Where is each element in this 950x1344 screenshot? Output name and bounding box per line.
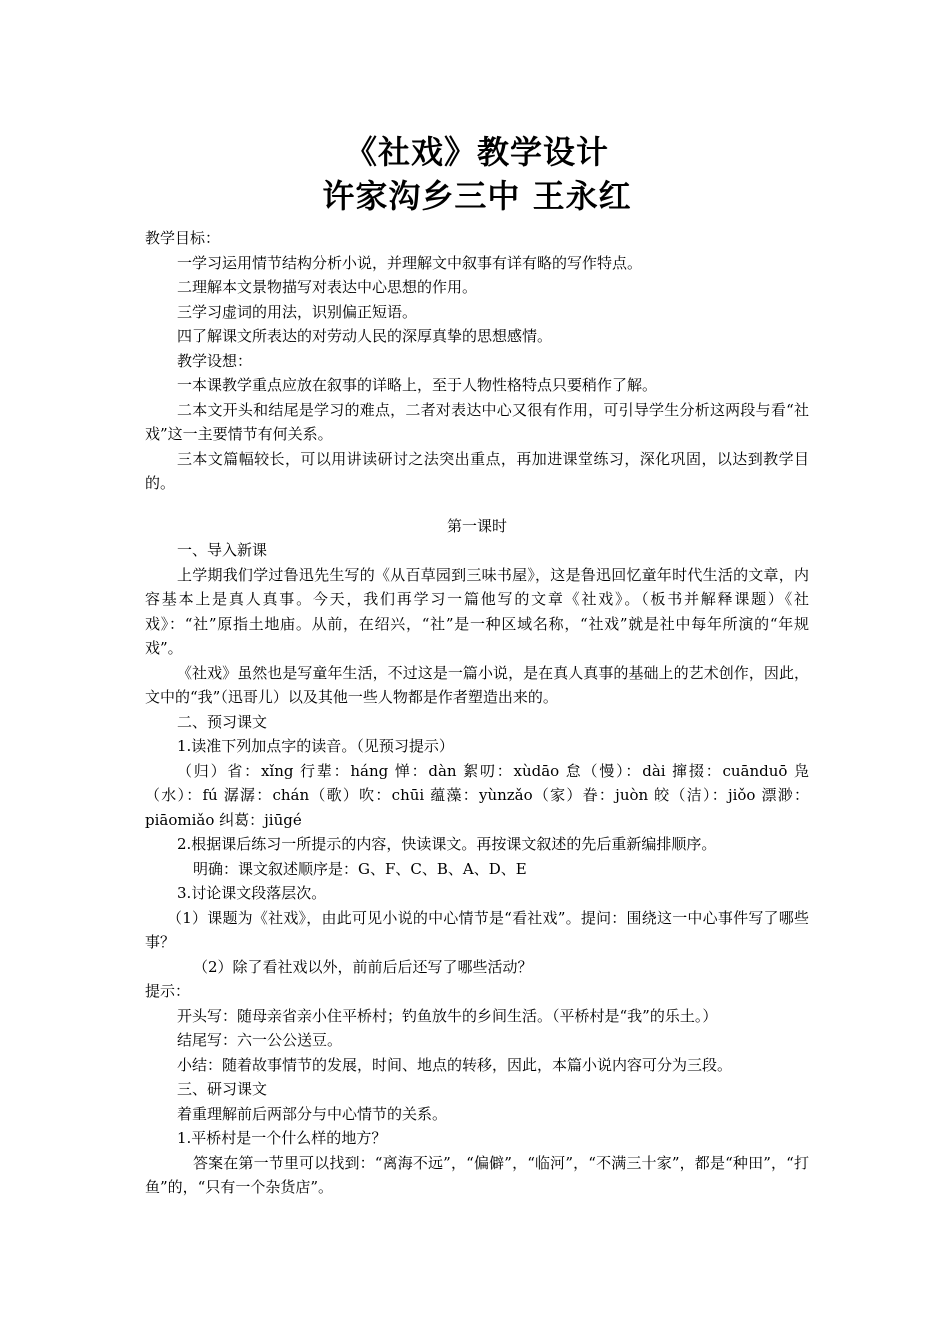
paragraph: 明确：课文叙述顺序是：G、F、C、B、A、D、E (193, 859, 527, 878)
paragraph: （1）课题为《社戏》，由此可见小说的中心情节是“看社戏”。提问：围绕这一中心事件写了哪些事？ (145, 908, 809, 951)
paragraph: 一本课教学重点应放在叙事的详略上，至于人物性格特点只要稍作了解。 (177, 376, 658, 394)
pinyin-list: （归）省：xǐng 行辈：háng 惮：dàn 絮叨：xùdāo 怠（慢）：dài 撺掇：cuānduō 凫（水）：fú 潺潺：chán（歌）吹：chūi 蕴藻：yùnzǎo（家）眷：juòn 皎（洁）：jiǒo 漂渺：piāomiǎo 纠葛：jiūgé (145, 761, 809, 829)
paragraph: 答案在第一节里可以找到：“离海不远”，“偏僻”，“临河”，“不满三十家”，都是“种田”，“打鱼”的，“只有一个杂货店”。 (145, 1153, 809, 1196)
paragraph: 结尾写：六一公公送豆。 (177, 1031, 343, 1049)
paragraph: 上学期我们学过鲁迅先生写的《从百草园到三味书屋》，这是鲁迅回忆童年时代生活的文章，内容基本上是真人真事。今天，我们再学习一篇他写的文章《社戏》。（板书并解释课题）《社戏》：“社”原指土地庙。从前，在绍兴，“社”是一种区域名称，“社戏”就是社中每年所演的“年规戏”。 (145, 565, 809, 657)
section-heading: 一、导入新课 (177, 541, 268, 559)
paragraph: 二理解本文景物描写对表达中心思想的作用。 (177, 278, 478, 296)
paragraph: 三本文篇幅较长，可以用讲读研讨之法突出重点，再加进课堂练习，深化巩固，以达到教学目的。 (145, 449, 809, 492)
paragraph: 3.讨论课文段落层次。 (177, 884, 327, 902)
section-heading: 二、预习课文 (177, 712, 268, 731)
paragraph: 1.平桥村是一个什么样的地方？ (177, 1129, 387, 1147)
section-heading: 三、研习课文 (177, 1080, 268, 1098)
paragraph: 1.读准下列加点字的读音。（见预习提示） (177, 737, 454, 755)
document-page (145, 130, 809, 1200)
paragraph: （2）除了看社戏以外，前前后后还写了哪些活动？ (193, 957, 533, 976)
paragraph: 2.根据课后练习一所提示的内容，快读课文。再按课文叙述的先后重新编排顺序。 (177, 835, 717, 853)
paragraph: 一学习运用情节结构分析小说，并理解文中叙事有详有略的写作特点。 (177, 253, 643, 272)
paragraph: 三学习虚词的用法，识别偏正短语。 (177, 302, 418, 321)
spacer (145, 496, 809, 514)
section-heading-ideas: 教学设想： (177, 351, 253, 370)
lesson-heading: 第一课时 (446, 516, 507, 535)
paragraph: 开头写：随母亲省亲小住平桥村；钓鱼放牛的乡间生活。（平桥村是“我”的乐土。） (177, 1006, 718, 1025)
paragraph: 着重理解前后两部分与中心情节的关系。 (177, 1104, 448, 1123)
paragraph: 小结：随着故事情节的发展，时间、地点的转移，因此，本篇小说内容可分为三段。 (177, 1055, 733, 1074)
paragraph: 《社戏》虽然也是写童年生活，不过这是一篇小说，是在真人真事的基础上的艺术创作，因此，文中的“我”（迅哥儿）以及其他一些人物都是作者塑造出来的。 (145, 663, 809, 706)
paragraph: 二本文开头和结尾是学习的难点，二者对表达中心又很有作用，可引导学生分析这两段与看“社戏”这一主要情节有何关系。 (145, 400, 809, 443)
doc-subtitle: 许家沟乡三中 王永红 (322, 177, 632, 215)
paragraph: 四了解课文所表达的对劳动人民的深厚真挚的思想感情。 (177, 327, 553, 345)
section-heading-goals: 教学目标： (145, 229, 221, 247)
paragraph: 提示： (145, 982, 191, 1000)
doc-title: 《社戏》教学设计 (344, 133, 609, 171)
